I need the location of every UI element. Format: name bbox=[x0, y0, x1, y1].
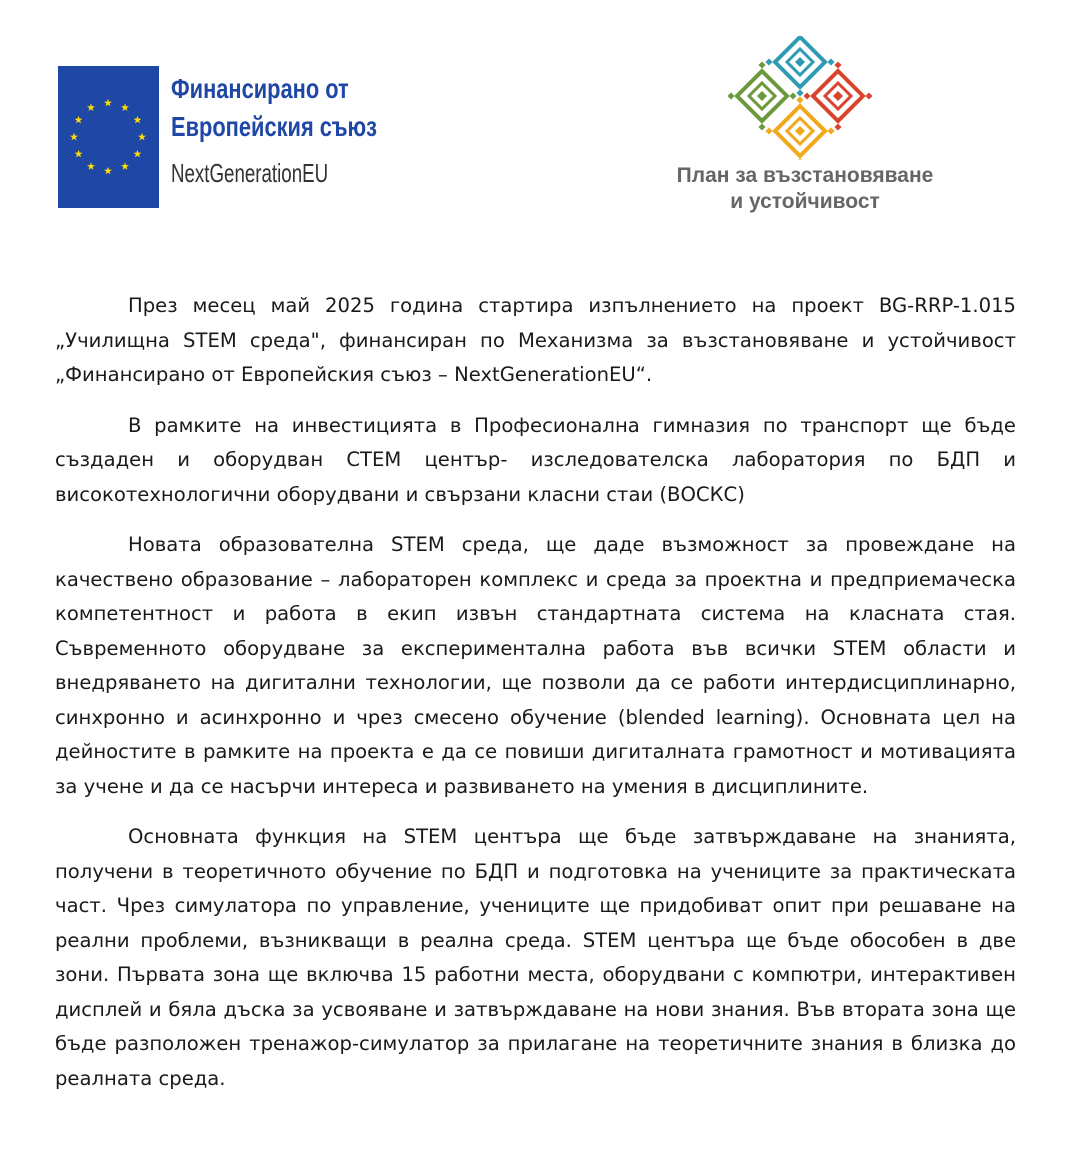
recovery-plan-emblem-icon bbox=[722, 36, 878, 160]
paragraph-stem-center-function: Основната функция на STEM центъра ще бъде затвърждаване на знанията, получени в теоретичното обучение по БДП и подготовка на учениците за практическата част. Чрез симулатора по управление, учениците ще придобиват опит при решаване на реални проблеми, възникващи в реална среда. STEM центъра ще бъде обособен в две зони. Първата зона ще включва 15 работни места, оборудвани с компютри, интерактивен дисплей и бяла дъска за усвояване и затвърждаване на нови знания. Във втората зона ще бъде разположен тренажор-симулатор за прилагане на теоретичните знания в близка до реалната среда. bbox=[55, 825, 1016, 1090]
eu-star-icon bbox=[75, 116, 83, 124]
eu-star-icon bbox=[75, 150, 83, 158]
paragraph-stem-environment: Новата образователна STEM среда, ще даде възможност за провеждане на качествено образование – лабораторен комплекс и среда за проектна и предприемаческа компетентност и работа в екип извън стандартната система на класната стая. Съвременното оборудване за експериментална работа във всички STEM области и внедряването на дигитални технологии, ще позволи да се работи интердисциплинарно, синхронно и асинхронно и чрез смесено обучение (blended learning). Основната цел на дейностите в рамките на проекта е да се повиши дигиталната грамотност и мотивацията за учене и да се насърчи интереса и развиването на умения в дисциплините. bbox=[55, 533, 1016, 798]
eu-logo-text bbox=[171, 70, 435, 198]
eu-star-icon bbox=[138, 133, 146, 141]
eu-logo-line3: NextGenerationEU bbox=[171, 158, 329, 188]
recovery-plan-title-line2: и устойчивост bbox=[730, 190, 880, 213]
eu-flag-icon bbox=[58, 66, 159, 208]
eu-star-icon bbox=[121, 103, 129, 111]
eu-stars-icon bbox=[58, 66, 159, 208]
recovery-plan-logo bbox=[640, 36, 970, 226]
eu-logo-line1: Финансирано от bbox=[171, 73, 349, 104]
eu-logo-line2: Европейския съюз bbox=[171, 111, 378, 142]
eu-star-icon bbox=[87, 162, 95, 170]
eu-star-icon bbox=[87, 103, 95, 111]
paragraph-project-start: През месец май 2025 година стартира изпълнението на проект BG-RRP-1.015 „Училищна STEM среда", финансиран по Механизма за възстановяване и устойчивост „Финансирано от Европейския съюз – NextGenerationEU“. bbox=[55, 294, 1016, 386]
recovery-plan-title-line1: План за възстановяване bbox=[676, 164, 934, 187]
eu-star-icon bbox=[70, 133, 78, 141]
eu-star-icon bbox=[133, 150, 141, 158]
eu-star-icon bbox=[121, 162, 129, 170]
article-body bbox=[55, 289, 1016, 1112]
paragraph-investment: В рамките на инвестицията в Професионална гимназия по транспорт ще бъде създаден и оборудван СТЕМ център- изследователска лаборатория по БДП и високотехнологични оборудвани и свързани класни стаи (ВОСКС) bbox=[55, 413, 1016, 506]
eu-star-icon bbox=[104, 167, 112, 175]
eu-star-icon bbox=[133, 116, 141, 124]
eu-star-icon bbox=[104, 99, 112, 107]
eu-funding-logo bbox=[58, 66, 388, 208]
